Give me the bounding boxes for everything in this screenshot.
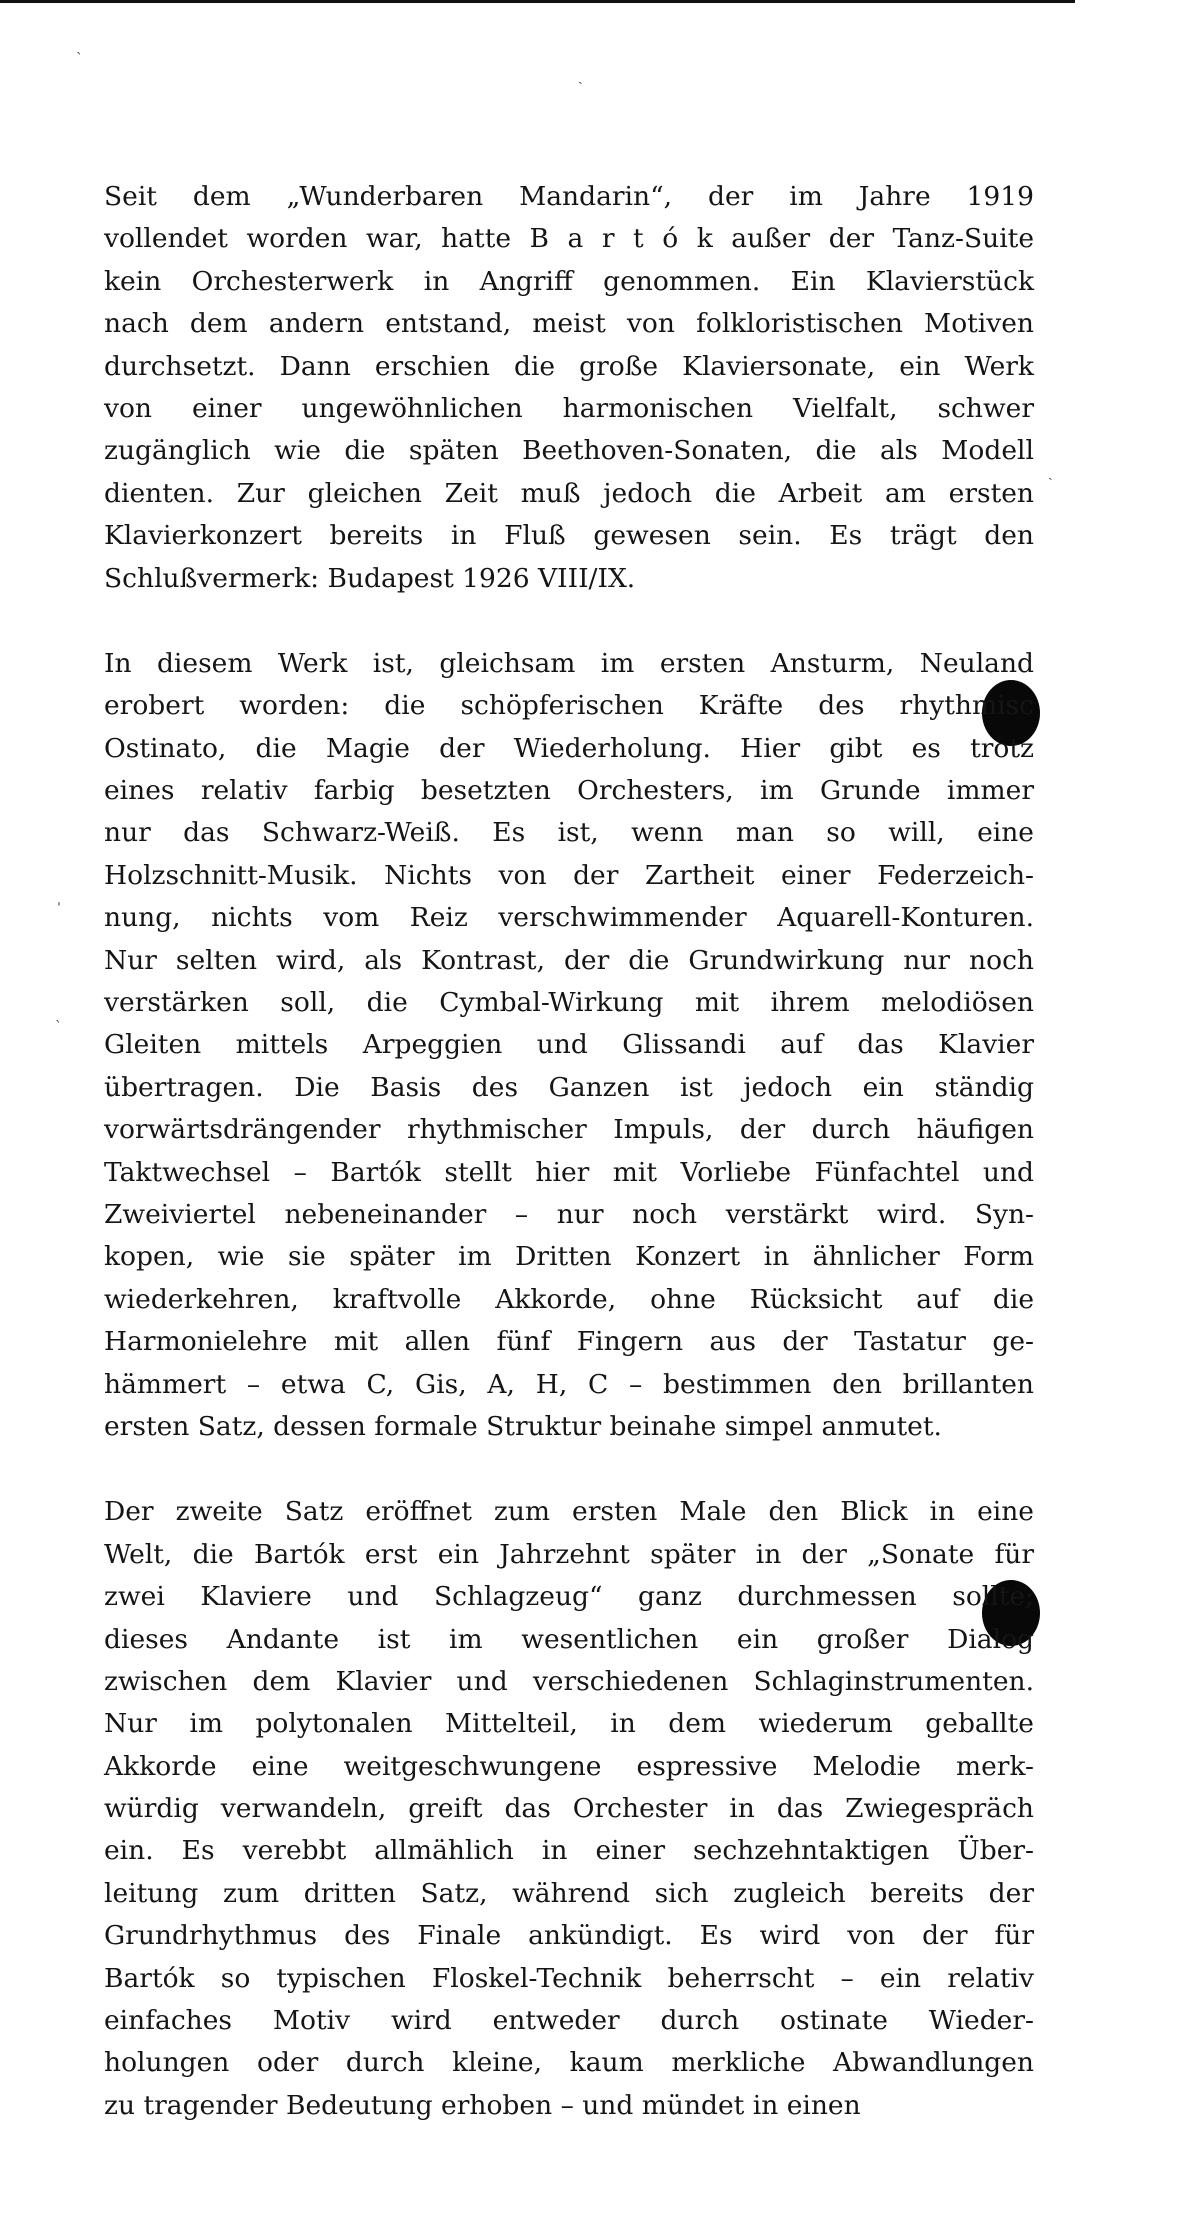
text-line: Klavierkonzert bereits in Fluß gewesen sein. Es trägt den (104, 520, 1034, 552)
text-line: zugänglich wie die späten Beethoven-Sonaten, die als Modell (104, 435, 1034, 467)
text-line: Nur selten wird, als Kontrast, der die Grundwirkung nur noch (104, 944, 1034, 976)
paragraph (104, 1491, 1034, 2127)
text-line: Welt, die Bartók erst ein Jahrzehnt später in der „Sonate für (104, 1538, 1034, 1570)
text-line: zwischen dem Klavier und verschiedenen Schlaginstrumenten. (104, 1665, 1034, 1697)
scan-speck: ˏ (578, 69, 583, 85)
text-line: dienten. Zur gleichen Zeit muß jedoch die Arbeit am ersten (104, 477, 1034, 509)
text-line: Holzschnitt-Musik. Nichts von der Zartheit einer Federzeich- (104, 859, 1034, 891)
text-line: Ostinato, die Magie der Wiederholung. Hier gibt es trotz (104, 732, 1034, 764)
scan-speck: ˈ (57, 901, 61, 917)
text-line: vorwärtsdrängender rhythmischer Impuls, der durch häufigen (104, 1114, 1034, 1146)
text-line: eines relativ farbig besetzten Orchesters, im Grunde immer (104, 775, 1034, 807)
text-line: hämmert – etwa C, Gis, A, H, C – bestimmen den brillanten (104, 1368, 1034, 1400)
text-line: leitung zum dritten Satz, während sich zugleich bereits der (104, 1877, 1034, 1909)
text-line: wiederkehren, kraftvolle Akkorde, ohne Rücksicht auf die (104, 1283, 1034, 1315)
text-line: erobert worden: die schöpferischen Kräfte des rhythmisc (104, 690, 1034, 722)
text-line: einfaches Motiv wird entweder durch ostinate Wieder- (104, 2005, 1034, 2037)
text-line: In diesem Werk ist, gleichsam im ersten Ansturm, Neuland (104, 647, 1034, 679)
text-line: Gleiten mittels Arpeggien und Glissandi auf das Klavier (104, 1029, 1034, 1061)
text-line: übertragen. Die Basis des Ganzen ist jedoch ein ständig (104, 1071, 1034, 1103)
text-line: dieses Andante ist im wesentlichen ein großer Dialog (104, 1623, 1034, 1655)
text-line: nung, nichts vom Reiz verschwimmender Aquarell-Konturen. (104, 902, 1034, 934)
text-line: Grundrhythmus des Finale ankündigt. Es wird von der für (104, 1920, 1034, 1952)
page-top-edge (0, 0, 1075, 3)
text-line: zwei Klaviere und Schlagzeug“ ganz durchmessen sollte; (104, 1581, 1034, 1613)
text-line: kopen, wie sie später im Dritten Konzert in ähnlicher Form (104, 1241, 1034, 1273)
scan-speck: ˏ (1048, 465, 1053, 481)
paragraph (104, 643, 1034, 1448)
scan-speck: ˋ (76, 51, 83, 67)
text-line: durchsetzt. Dann erschien die große Klaviersonate, ein Werk (104, 350, 1034, 382)
text-line: ersten Satz, dessen formale Struktur beinahe simpel anmutet. (104, 1410, 942, 1442)
text-line: vollendet worden war, hatte B a r t ó k außer der Tanz-Suite (104, 223, 1034, 255)
text-line: Harmonielehre mit allen fünf Fingern aus der Tastatur ge- (104, 1326, 1034, 1358)
text-line: Zweiviertel nebeneinander – nur noch verstärkt wird. Syn- (104, 1198, 1034, 1230)
text-line: Taktwechsel – Bartók stellt hier mit Vorliebe Fünfachtel und (104, 1156, 1034, 1188)
scan-speck: ˋ (55, 1019, 62, 1035)
text-line: Bartók so typischen Floskel-Technik beherrscht – ein relativ (104, 1962, 1034, 1994)
text-line: Schlußvermerk: Budapest 1926 VIII/IX. (104, 562, 636, 594)
text-line: ein. Es verebbt allmählich in einer sechzehntaktigen Über- (104, 1835, 1034, 1867)
text-line: Akkorde eine weitgeschwungene espressive Melodie merk- (104, 1750, 1034, 1782)
text-line: holungen oder durch kleine, kaum merkliche Abwandlungen (104, 2047, 1034, 2079)
text-line: Nur im polytonalen Mittelteil, in dem wiederum geballte (104, 1708, 1034, 1740)
text-line: Der zweite Satz eröffnet zum ersten Male den Blick in eine (104, 1496, 1034, 1528)
text-line: von einer ungewöhnlichen harmonischen Vielfalt, schwer (104, 392, 1034, 424)
text-line: nach dem andern entstand, meist von folkloristischen Motiven (104, 308, 1034, 340)
text-line: nur das Schwarz-Weiß. Es ist, wenn man so will, eine (104, 817, 1034, 849)
text-line: zu tragender Bedeutung erhoben – und mündet in einen (104, 2089, 861, 2121)
text-line: würdig verwandeln, greift das Orchester in das Zwiegespräch (104, 1793, 1034, 1825)
text-line: verstärken soll, die Cymbal-Wirkung mit ihrem melodiösen (104, 987, 1034, 1019)
document-body (104, 176, 1034, 2127)
text-line: Seit dem „Wunderbaren Mandarin“, der im Jahre 1919 (104, 181, 1034, 212)
text-line: kein Orchesterwerk in Angriff genommen. Ein Klavierstück (104, 265, 1034, 297)
paragraph (104, 176, 1034, 600)
